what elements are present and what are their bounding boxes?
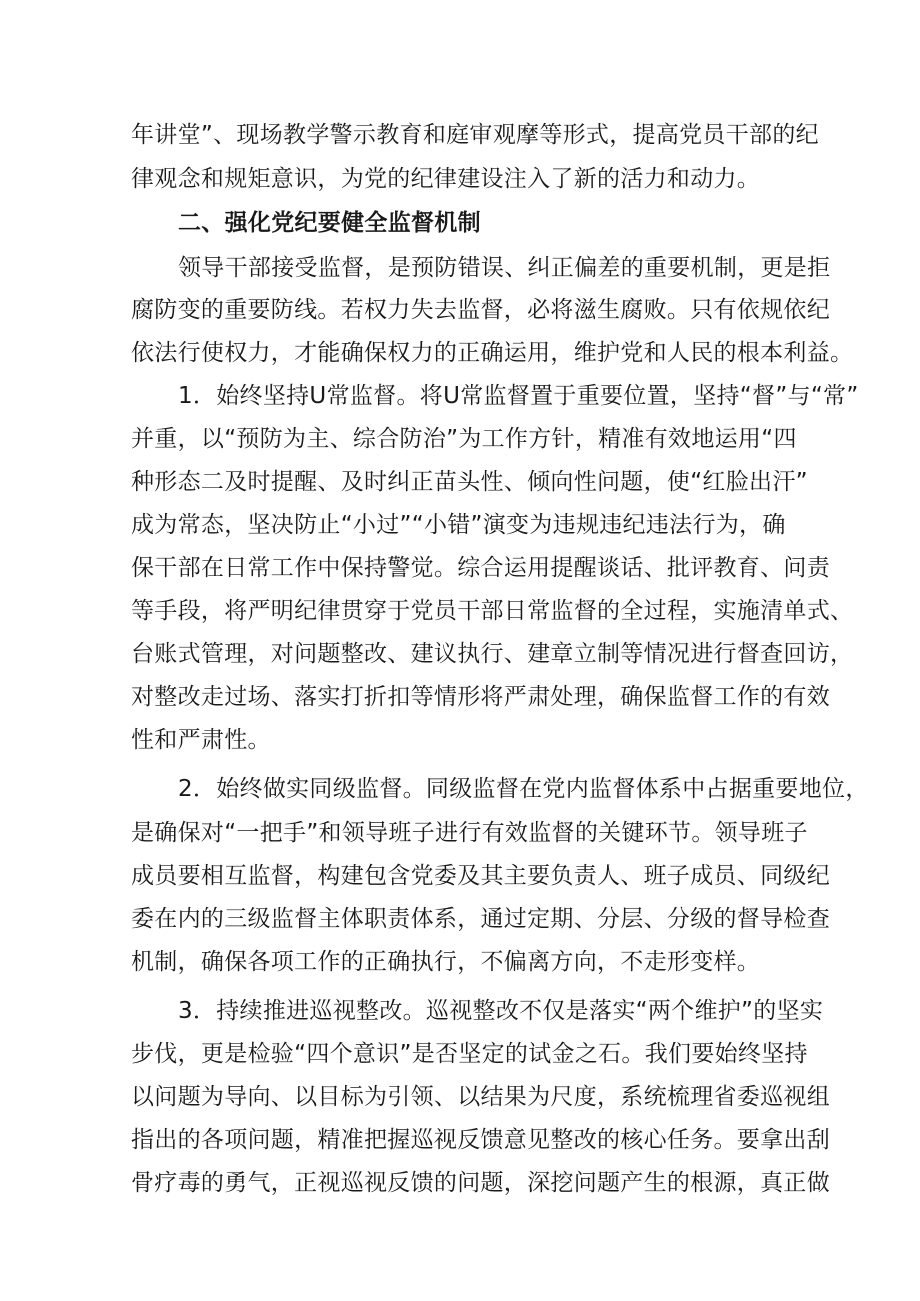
body-text-line: 步伐，更是检验“四个意识”是否坚定的试金之石。我们要始终坚持	[131, 1041, 808, 1067]
body-text-line: 年讲堂”、现场教学警示教育和庭审观摩等形式，提高党员干部的纪	[131, 122, 819, 148]
body-text-line: 指出的各项问题，精准把握巡视反馈意见整改的核心任务。要拿出刮	[131, 1127, 830, 1153]
body-text-line: 2．始终做实同级监督。同级监督在党内监督体系中占据重要地位，	[178, 776, 869, 802]
body-text-line: 机制，确保各项工作的正确执行，不偏离方向，不走形变样。	[131, 949, 761, 975]
body-text-line: 成员要相互监督，构建包含党委及其主要负责人、班子成员、同级纪	[131, 863, 830, 889]
body-text-line: 是确保对“一把手”和领导班子进行有效监督的关键环节。领导班子	[131, 820, 808, 846]
body-text-line: 骨疗毒的勇气，正视巡视反馈的问题，深挖问题产生的根源，真正做	[131, 1170, 830, 1196]
body-text-line: 腐防变的重要防线。若权力失去监督，必将滋生腐败。只有依规依纪	[131, 297, 830, 323]
body-text-line: 并重，以“预防为主、综合防治”为工作方针，精准有效地运用“四	[131, 426, 797, 452]
body-text-line: 台账式管理，对问题整改、建议执行、建章立制等情况进行督查回访，	[131, 641, 854, 667]
body-text-line: 3．持续推进巡视整改。巡视整改不仅是落实“两个维护”的坚实	[178, 998, 824, 1024]
body-text-line: 以问题为导向、以目标为引领、以结果为尺度，系统梳理省委巡视组	[131, 1084, 830, 1110]
body-text-line: 1．始终坚持U常监督。将U常监督置于重要位置，坚持“督”与“常”	[178, 383, 859, 409]
body-text-line: 保干部在日常工作中保持警觉。综合运用提醒谈话、批评教育、问责	[131, 555, 830, 581]
body-text-line: 领导干部接受监督，是预防错误、纠正偏差的重要机制，更是拒	[178, 255, 831, 281]
body-text-line: 等手段，将严明纪律贯穿于党员干部日常监督的全过程，实施清单式、	[131, 598, 854, 624]
section-heading: 二、强化党纪要健全监督机制	[178, 210, 481, 236]
body-text-line: 依法行使权力，才能确保权力的正确运用，维护党和人民的根本利益。	[131, 340, 854, 366]
body-text-line: 对整改走过场、落实打折扣等情形将严肃处理，确保监督工作的有效	[131, 684, 830, 710]
body-text-line: 律观念和规矩意识，为党的纪律建设注入了新的活力和动力。	[131, 166, 761, 192]
body-text-line: 种形态二及时提醒、及时纠正苗头性、倾向性问题，使“红脸出汗”	[131, 469, 808, 495]
body-text-line: 成为常态，坚决防止“小过”“小错”演变为违规违纪违法行为，确	[131, 512, 786, 538]
body-text-line: 委在内的三级监督主体职责体系，通过定期、分层、分级的督导检查	[131, 906, 830, 932]
body-text-line: 性和严肃性。	[131, 727, 271, 753]
